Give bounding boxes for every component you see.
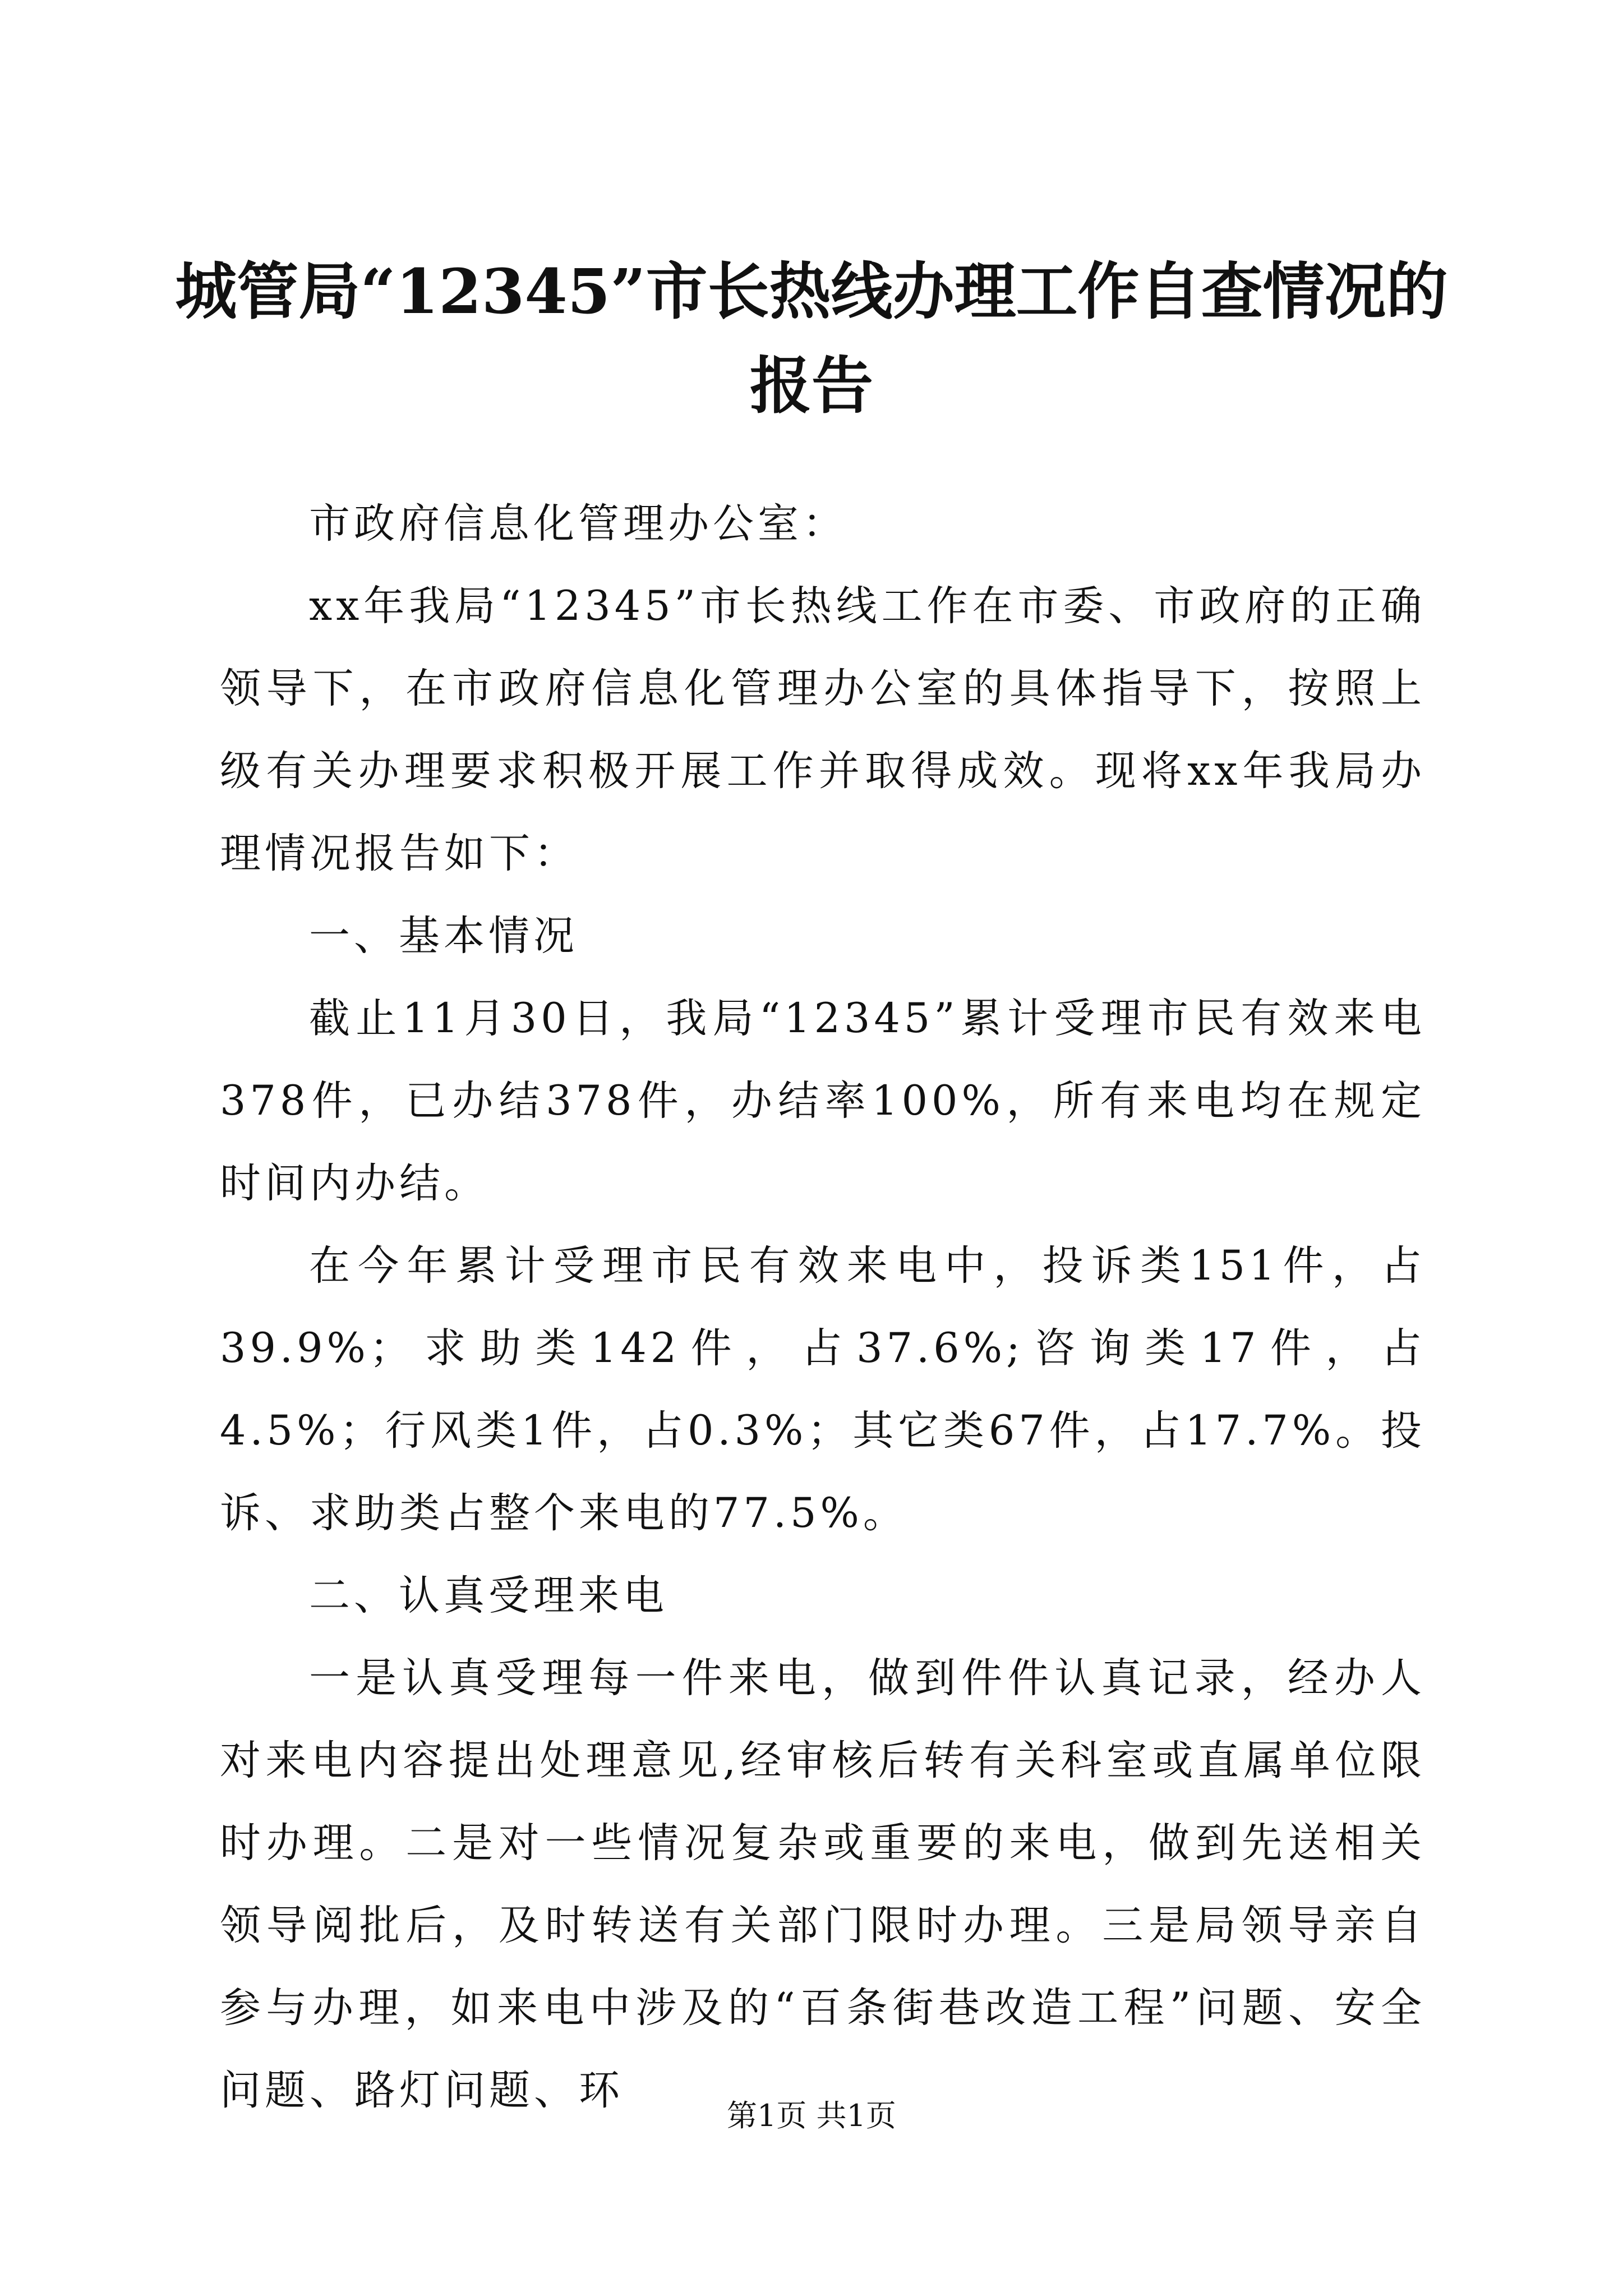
intro-paragraph: xx年我局“12345”市长热线工作在市委、市政府的正确领导下，在市政府信息化管理办公室的具体指导下，按照上级有关办理要求积极开展工作并取得成效。现将xx年我局办理情况报告如下： <box>220 582 1426 877</box>
section-heading-handling: 二、认真受理来电 <box>309 1572 668 1619</box>
document-body <box>220 482 1426 2132</box>
document-title: 城管局“12345”市长热线办理工作自查情况的报告 <box>175 255 1448 422</box>
category-stats-paragraph: 在今年累计受理市民有效来电中，投诉类151件，占39.9%；求助类142件，占37.6%;咨询类17件，占4.5%；行风类1件，占0.3%；其它类67件，占17.7%。投诉、求助类占整个来电的77.5%。 <box>220 1242 1426 1537</box>
basic-stats-paragraph: 截止11月30日，我局“12345”累计受理市民有效来电378件，已办结378件，办结率100%，所有来电均在规定时间内办结。 <box>220 995 1426 1207</box>
page-number-footer: 第1页 共1页 <box>727 2098 896 2133</box>
section-heading-basic: 一、基本情况 <box>309 912 578 960</box>
handling-paragraph: 一是认真受理每一件来电，做到件件认真记录，经办人对来电内容提出处理意见,经审核后转有关科室或直属单位限时办理。二是对一些情况复杂或重要的来电，做到先送相关领导阅批后，及时转送有关部门限时办理。三是局领导亲自参与办理，如来电中涉及的“百条街巷改造工程”问题、安全问题、路灯问题、环 <box>220 1654 1426 2114</box>
salutation: 市政府信息化管理办公室： <box>309 500 847 547</box>
